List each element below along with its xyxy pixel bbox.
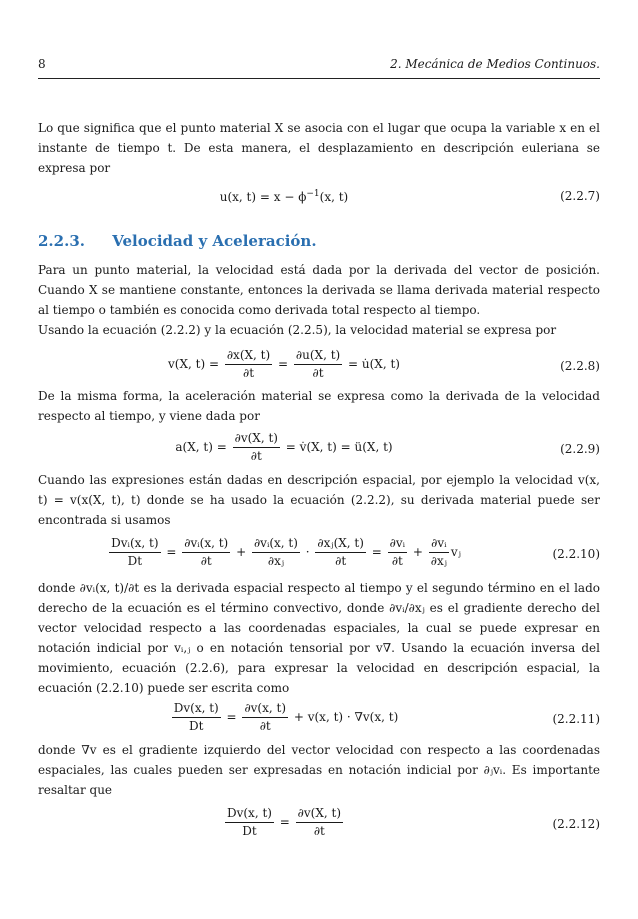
equation-body: $\frac{Dv(x, t)}{Dt}$ = $\frac{\partial v(x, t)}{\partial t}$ + v(x, t) · ∇v(x, t): [173, 701, 399, 733]
equation-body: $\frac{Dv(x, t)}{Dt}$ = $\frac{\partial v(X, t)}{\partial t}$: [226, 806, 342, 838]
equation-body: v(X, t) = $\frac{\partial x(X, t)}{\partial t}$ = $\frac{\partial u(X, t)}{\partial t}$ = u̇(X, t): [168, 348, 400, 380]
paragraph-velocity-def: Para un punto material, la velocidad está dada por la derivada del vector de posición. Cuando X se mantiene constante, entonces la derivada se llama derivada material respecto al tiempo o también es conocida como derivada total respecto al tiempo.: [38, 263, 600, 317]
page-number: 8: [38, 57, 46, 71]
section-heading: [38, 232, 317, 250]
paragraph-spatial: Cuando las expresiones están dadas en descripción espacial, por ejemplo la velocidad v(x, t) = v(x(X, t), t) donde se ha usado la ecuación (2.2.2), su derivada material puede ser encontrada si usamos: [38, 473, 600, 527]
paragraph-convective: donde ∂vᵢ(x, t)/∂t es la derivada espacial respecto al tiempo y el segundo término en el lado derecho de la ecuación es el término convectivo, donde ∂vᵢ/∂xⱼ es el gradiente derecho del vector velocidad respecto a las coordenadas espaciales, la cual se puede expresar en notación indicial por vᵢ,ⱼ o en notación tensorial por v∇. Usando la ecuación inversa del movimiento, ecuación (2.2.6), para expresar la velocidad en descripción espacial, la ecuación (2.2.10) puede ser escrita como: [38, 581, 600, 695]
equation-number: (2.2.8): [560, 359, 600, 373]
paragraph-intro: Lo que significa que el punto material X se asocia con el lugar que ocupa la variable x en el instante de tiempo t. De esta manera, el desplazamiento en descripción euleriana se expresa por: [38, 121, 600, 175]
paragraph-gradient: donde ∇v es el gradiente izquierdo del vector velocidad con respecto a las coordenadas espaciales, las cuales pueden ser expresadas en notación indicial por ∂ⱼvᵢ. Es importante resaltar que: [38, 743, 600, 797]
section-number: 2.2.3.: [38, 232, 85, 250]
section-title: Velocidad y Aceleración.: [112, 232, 317, 250]
paragraph-using-eq: Usando la ecuación (2.2.2) y la ecuación (2.2.5), la velocidad material se expresa por: [38, 323, 557, 337]
equation-body: a(X, t) = $\frac{\partial v(X, t)}{\partial t}$ = v̇(X, t) = ü(X, t): [175, 431, 393, 463]
header-rule: [38, 78, 600, 79]
equation-number: (2.2.9): [560, 442, 600, 456]
equation-number: (2.2.11): [552, 712, 600, 726]
equation-body: $\frac{\text{Dvᵢ(x, t)}}{Dt}$ = $\frac{\text{∂vᵢ(x, t)}}{\partial t}$ + $\frac{\text{∂vᵢ(x, t)}}{\text{∂xⱼ}}$ · $\frac{\text{∂xⱼ(X, t)}}{\partial t}$ = $\frac{\text{∂vᵢ}}{\partial t}$ + $\frac{\text{∂vᵢ}}{\text{∂xⱼ}}$ vⱼ: [111, 536, 461, 568]
paragraph-acceleration: De la misma forma, la aceleración material se expresa como la derivada de la velocidad respecto al tiempo, y viene dada por: [38, 389, 600, 423]
running-title: 2. Mecánica de Medios Continuos.: [390, 57, 600, 71]
equation-number: (2.2.12): [552, 817, 600, 831]
equation-number: (2.2.7): [560, 189, 600, 203]
equation-number: (2.2.10): [552, 547, 600, 561]
equation-body: u(x, $t) = x - \phi^{-1}(x$, t): [219, 189, 349, 204]
